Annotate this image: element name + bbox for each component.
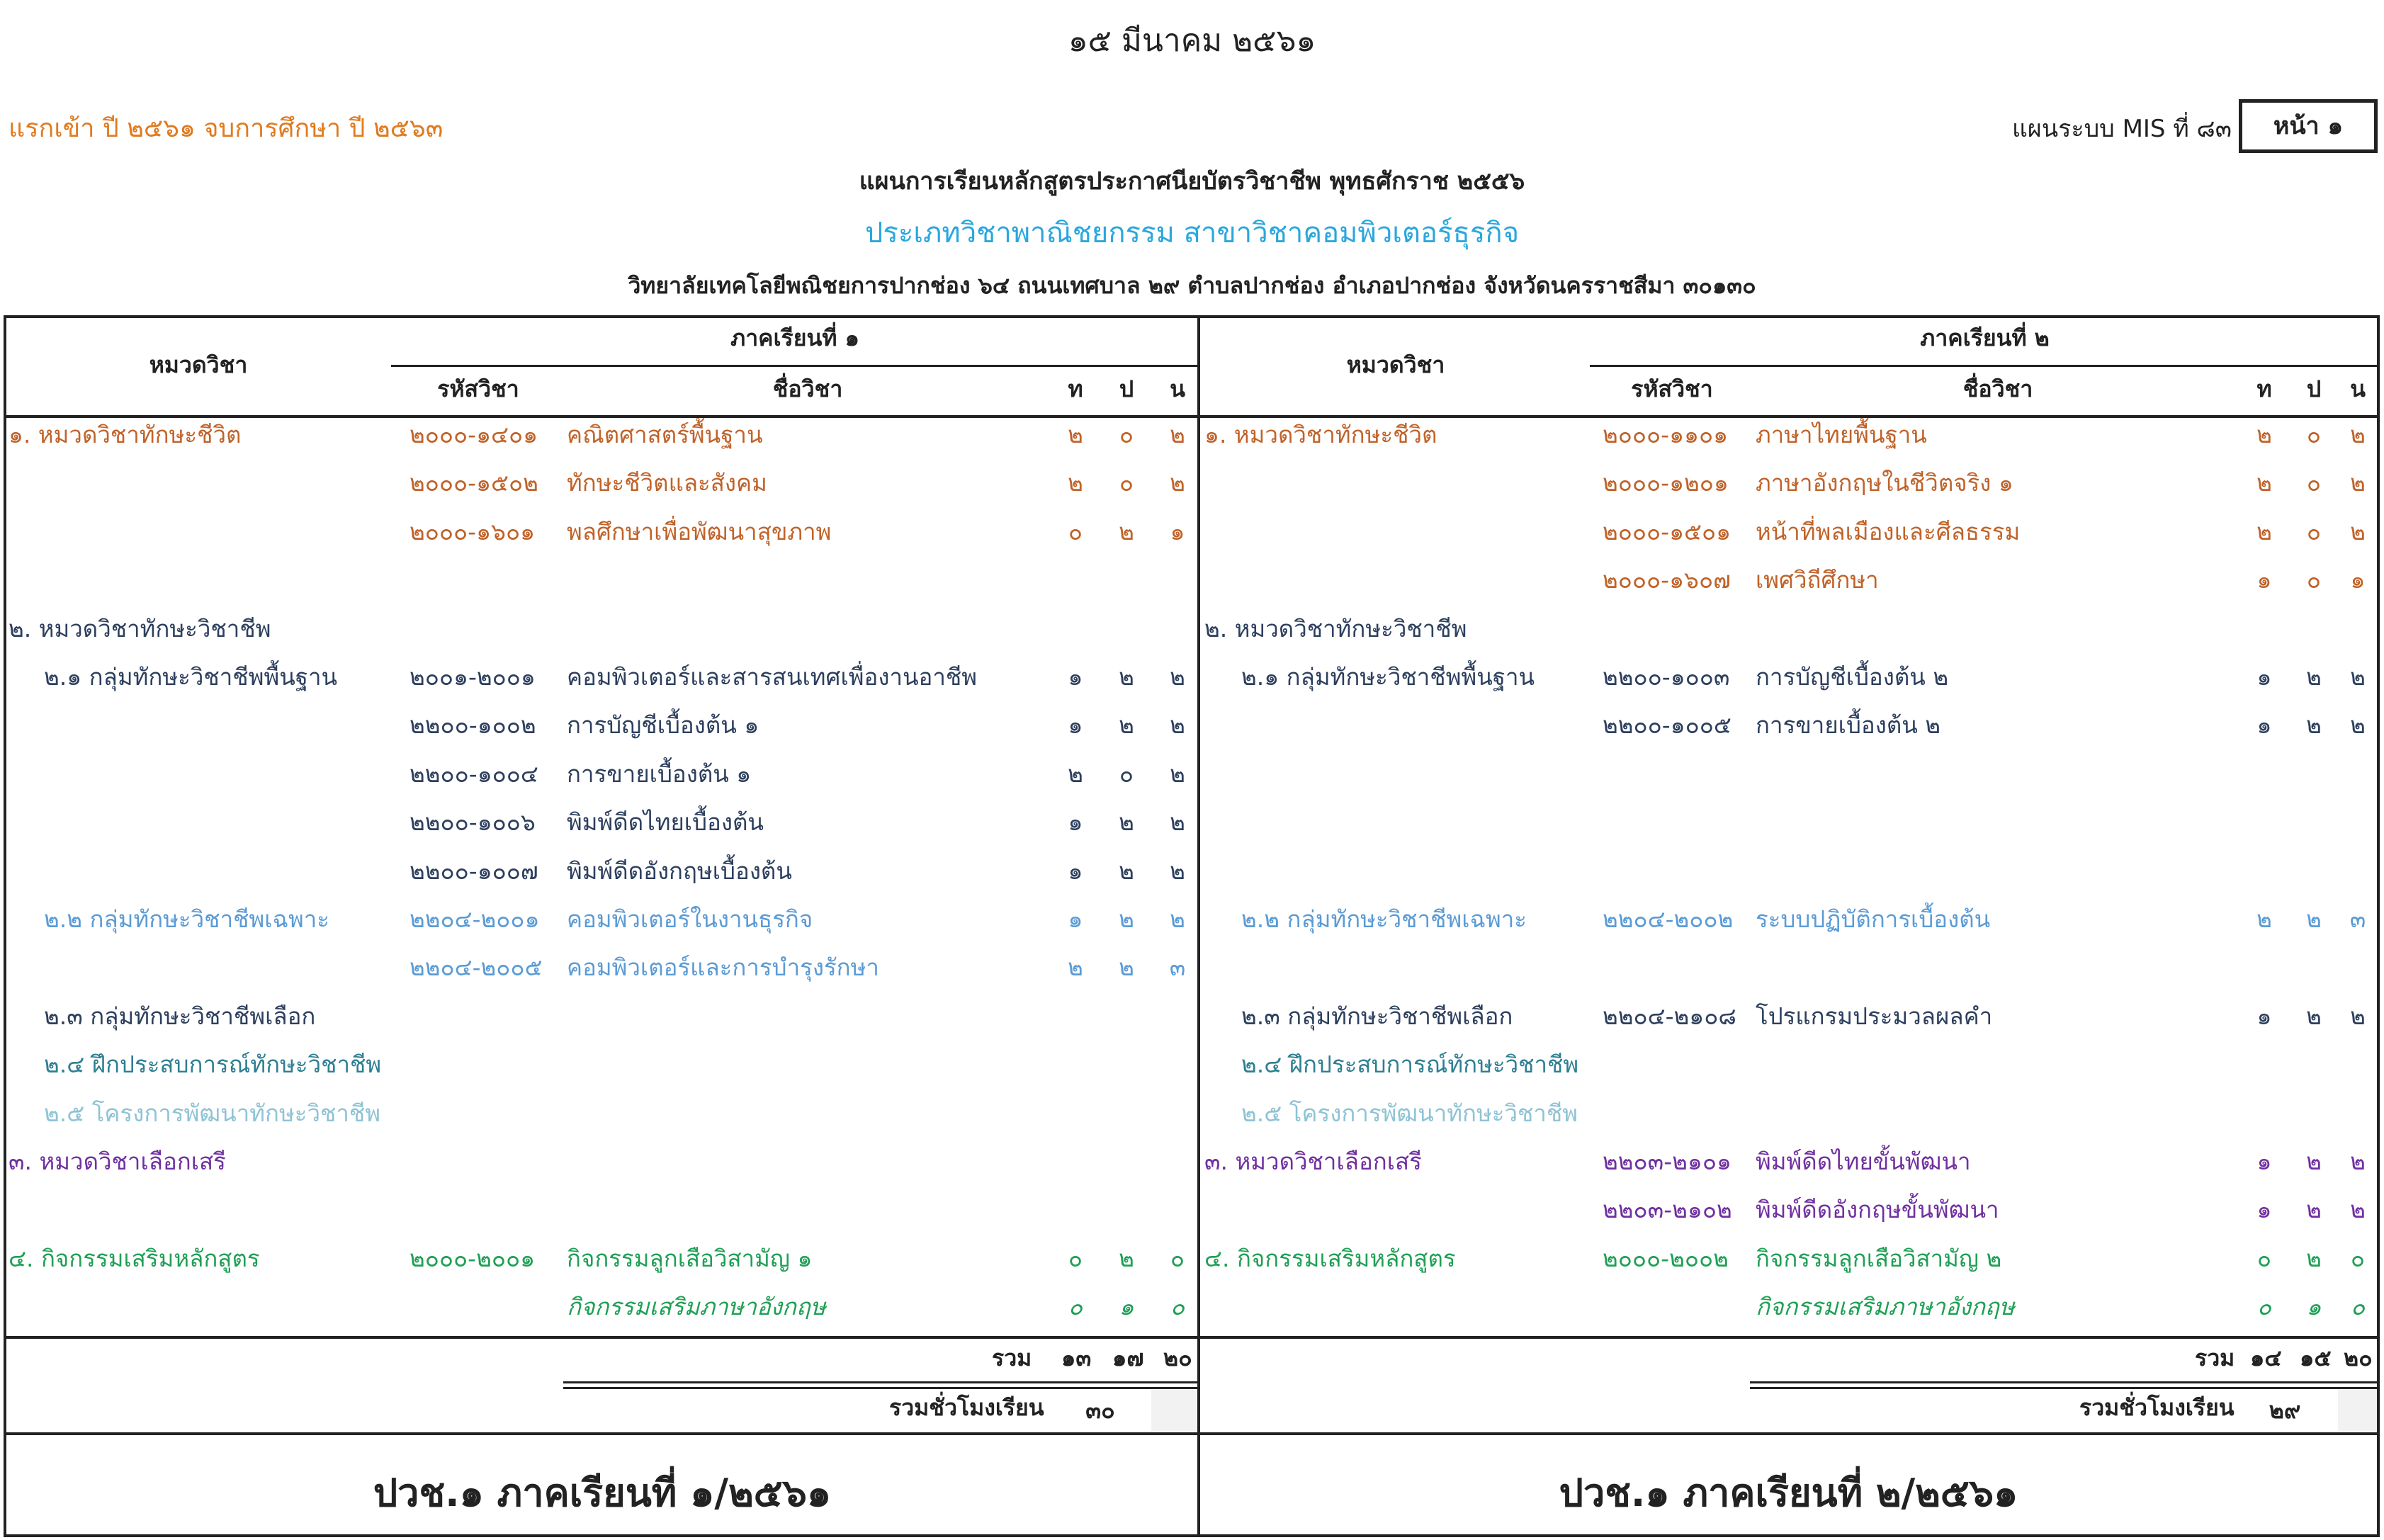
left-course-name: ทักษะชีวิตและสังคม [567,469,767,497]
left-course-credits: ๒ [1170,808,1185,837]
right-total-p: ๑๕ [2300,1344,2332,1371]
right-course-code: ๒๒๐๐-๑๐๐๓ [1603,663,1730,691]
left-course-credits: ๒ [1170,663,1185,691]
left-course-credits: ๑ [1170,517,1185,545]
right-course-name: ระบบปฏิบัติการเบื้องต้น [1756,905,1991,933]
right-category-label: ๑. หมวดวิชาทักษะชีวิต [1204,421,1437,448]
right-header-subrule [1590,365,2380,367]
left-course-practice-hours: ๑ [1119,1293,1134,1321]
left-total-p: ๑๗ [1112,1344,1144,1371]
plan-title: แผนการเรียนหลักสูตรประกาศนียบัตรวิชาชีพ พุทธศักราช ๒๕๕๖ [859,167,1525,196]
right-course-code: ๒๐๐๐-๒๐๐๒ [1603,1244,1729,1272]
right-course-credits: ๓ [2349,905,2366,933]
right-category-label: ๒.๕ โครงการพัฒนาทักษะวิชาชีพ [1241,1099,1578,1127]
left-course-code: ๒๒๐๐-๑๐๐๒ [409,711,536,740]
right-course-name: ภาษาไทยพื้นฐาน [1756,421,1927,448]
right-semester-header: ภาคเรียนที่ ๒ [1920,324,2050,351]
right-category-label: ๒.๒ กลุ่มทักษะวิชาชีพเฉพาะ [1241,905,1527,933]
left-course-code: ๒๐๐๑-๒๐๐๑ [409,663,536,691]
left-course-code: ๒๒๐๐-๑๐๐๗ [409,856,538,885]
left-category-label: ๑. หมวดวิชาทักษะชีวิต [9,421,242,448]
right-category-label: ๒.๑ กลุ่มทักษะวิชาชีพพื้นฐาน [1241,663,1535,691]
left-course-credits: ๐ [1170,1244,1185,1272]
left-course-theory-hours: ๑ [1068,808,1083,837]
right-hours-double-rule-2 [1750,1387,2380,1389]
right-course-credits: ๒ [2350,421,2366,448]
left-course-name: คอมพิวเตอร์และสารสนเทศเพื่องานอาชีพ [567,663,978,691]
left-name-header: ชื่อวิชา [772,375,843,402]
left-course-name: การบัญชีเบื้องต้น ๑ [567,711,759,740]
right-category-label: ๔. กิจกรรมเสริมหลักสูตร [1204,1244,1456,1272]
left-course-code: ๒๐๐๐-๑๕๐๒ [409,469,538,497]
right-course-name: ภาษาอังกฤษในชีวิตจริง ๑ [1756,469,2013,497]
right-category-label: ๒.๓ กลุ่มทักษะวิชาชีพเลือก [1241,1002,1513,1030]
left-course-name: พิมพ์ดีดอังกฤษเบื้องต้น [567,856,792,885]
left-course-practice-hours: ๐ [1119,469,1134,497]
left-course-practice-hours: ๒ [1119,905,1134,933]
header-bottom-rule [4,415,2380,418]
left-category-label: ๒.๒ กลุ่มทักษะวิชาชีพเฉพาะ [44,905,330,933]
left-t-header: ท [1068,375,1083,402]
right-course-code: ๒๒๐๐-๑๐๐๕ [1603,711,1731,740]
right-course-theory-hours: ๑ [2256,711,2272,740]
right-code-header: รหัสวิชา [1631,375,1713,402]
right-course-theory-hours: ๑ [2256,566,2272,594]
left-course-credits: ๓ [1169,953,1186,982]
right-course-theory-hours: ๐ [2256,1244,2272,1272]
semester-divider [1197,315,1200,1537]
left-course-name: กิจกรรมเสริมภาษาอังกฤษ [567,1293,826,1321]
left-course-credits: ๒ [1170,905,1185,933]
college-address: วิทยาลัยเทคโลยีพณิชยการปากช่อง ๖๔ ถนนเทศบาล ๒๙ ตำบลปากช่อง อำเภอปากช่อง จังหวัดนครราชสีมา ๓๐๑๓๐ [628,272,1756,299]
left-category-label: ๒.๑ กลุ่มทักษะวิชาชีพพื้นฐาน [44,663,338,691]
left-course-practice-hours: ๒ [1119,808,1134,837]
right-course-practice-hours: ๐ [2306,566,2322,594]
right-course-theory-hours: ๒ [2256,905,2272,933]
left-course-practice-hours: ๐ [1119,759,1134,788]
left-course-credits: ๒ [1170,469,1185,497]
right-course-credits: ๒ [2350,663,2366,691]
right-category-header: หมวดวิชา [1346,351,1445,378]
left-category-label: ๒.๓ กลุ่มทักษะวิชาชีพเลือก [44,1002,316,1030]
right-hours-label: รวมชั่วโมงเรียน [2079,1394,2235,1421]
left-header-subrule [391,365,1199,367]
totals-top-rule [4,1336,2380,1339]
left-course-practice-hours: ๒ [1119,711,1134,740]
left-course-code: ๒๐๐๐-๒๐๐๑ [409,1244,536,1272]
left-code-header: รหัสวิชา [437,375,519,402]
right-course-credits: ๑ [2350,566,2366,594]
footer-top-rule [4,1432,2380,1435]
right-p-header: ป [2306,375,2322,402]
left-category-label: ๒. หมวดวิชาทักษะวิชาชีพ [9,614,271,642]
right-course-credits: ๐ [2350,1244,2366,1272]
right-total-t: ๑๔ [2250,1344,2282,1371]
right-course-practice-hours: ๒ [2306,905,2322,933]
left-semester-header: ภาคเรียนที่ ๑ [730,324,859,351]
left-course-practice-hours: ๒ [1119,856,1134,885]
right-course-practice-hours: ๐ [2306,421,2322,448]
left-course-theory-hours: ๐ [1068,517,1083,545]
right-course-theory-hours: ๒ [2256,421,2272,448]
left-course-credits: ๒ [1170,711,1185,740]
right-semester-footer: ปวช.๑ ภาคเรียนที่ ๒/๒๕๖๑ [1559,1471,2018,1515]
left-course-theory-hours: ๐ [1068,1293,1083,1321]
left-course-credits: ๒ [1170,759,1185,788]
left-course-practice-hours: ๒ [1119,517,1134,545]
program-subtitle: ประเภทวิชาพาณิชยกรรม สาขาวิชาคอมพิวเตอร์ธุรกิจ [864,217,1520,249]
left-course-practice-hours: ๒ [1119,1244,1134,1272]
right-course-practice-hours: ๒ [2306,1148,2322,1175]
left-course-name: พลศึกษาเพื่อพัฒนาสุขภาพ [567,517,832,545]
right-course-practice-hours: ๒ [2306,711,2322,740]
right-hours-shade [2338,1390,2377,1431]
right-course-theory-hours: ๒ [2256,469,2272,497]
mis-plan-number: แผนระบบ MIS ที่ ๘๓ [2012,115,2232,143]
right-course-code: ๒๒๐๓-๒๑๐๑ [1603,1148,1731,1175]
left-course-theory-hours: ๑ [1068,905,1083,933]
left-hours-label: รวมชั่วโมงเรียน [889,1394,1044,1421]
left-total-label: รวม [992,1344,1032,1371]
right-course-name: หน้าที่พลเมืองและศีลธรรม [1756,517,2021,545]
left-hours-double-rule-2 [563,1387,1199,1389]
right-course-theory-hours: ๑ [2256,1196,2272,1224]
right-course-name: พิมพ์ดีดไทยขั้นพัฒนา [1756,1148,1971,1175]
right-course-credits: ๒ [2350,1196,2366,1224]
right-course-name: เพศวิถีศึกษา [1756,566,1879,594]
left-course-name: การขายเบื้องต้น ๑ [567,759,752,788]
left-course-theory-hours: ๒ [1068,953,1083,982]
left-course-credits: ๒ [1170,421,1185,448]
right-category-label: ๒.๔ ฝึกประสบการณ์ทักษะวิชาชีพ [1241,1051,1579,1079]
right-course-practice-hours: ๐ [2306,517,2322,545]
right-course-code: ๒๒๐๔-๒๑๐๘ [1603,1002,1736,1030]
right-course-theory-hours: ๑ [2256,663,2272,691]
document-date: ๑๕ มีนาคม ๒๕๖๑ [1068,23,1316,59]
right-total-n: ๒๐ [2344,1344,2373,1371]
left-category-header: หมวดวิชา [149,351,248,378]
right-category-label: ๒. หมวดวิชาทักษะวิชาชีพ [1204,614,1467,642]
right-course-theory-hours: ๑ [2256,1002,2272,1030]
left-course-name: คอมพิวเตอร์และการบำรุงรักษา [567,953,879,982]
left-course-theory-hours: ๑ [1068,856,1083,885]
left-hours-double-rule [563,1381,1199,1383]
left-semester-footer: ปวช.๑ ภาคเรียนที่ ๑/๒๕๖๑ [373,1471,832,1515]
left-category-label: ๓. หมวดวิชาเลือกเสรี [9,1148,226,1175]
left-course-theory-hours: ๑ [1068,711,1083,740]
right-course-practice-hours: ๒ [2306,663,2322,691]
left-course-name: คอมพิวเตอร์ในงานธุรกิจ [567,905,813,933]
left-course-code: ๒๐๐๐-๑๔๐๑ [409,421,538,448]
right-t-header: ท [2256,375,2272,402]
right-course-code: ๒๒๐๓-๒๑๐๒ [1603,1196,1732,1224]
left-course-name: กิจกรรมลูกเสือวิสามัญ ๑ [567,1244,813,1272]
left-category-label: ๒.๔ ฝึกประสบการณ์ทักษะวิชาชีพ [44,1051,382,1079]
right-course-credits: ๒ [2350,469,2366,497]
right-course-theory-hours: ๑ [2256,1148,2272,1175]
right-course-credits: ๒ [2350,1148,2366,1175]
left-course-credits: ๒ [1170,856,1185,885]
right-course-code: ๒๐๐๐-๑๕๐๑ [1603,517,1731,545]
right-course-name: กิจกรรมลูกเสือวิสามัญ ๒ [1756,1244,2002,1272]
left-total-t: ๑๓ [1061,1344,1092,1371]
right-course-practice-hours: ๐ [2306,469,2322,497]
right-category-label: ๓. หมวดวิชาเลือกเสรี [1204,1148,1422,1175]
left-total-n: ๒๐ [1163,1344,1192,1371]
right-hours-double-rule [1750,1381,2380,1383]
right-course-name: การขายเบื้องต้น ๒ [1756,711,1941,740]
right-course-practice-hours: ๒ [2306,1196,2322,1224]
right-course-code: ๒๐๐๐-๑๒๐๑ [1603,469,1729,497]
right-course-theory-hours: ๐ [2256,1293,2272,1321]
left-category-label: ๔. กิจกรรมเสริมหลักสูตร [9,1244,260,1272]
right-course-name: การบัญชีเบื้องต้น ๒ [1756,663,1949,691]
left-hours-shade [1151,1390,1197,1431]
left-course-theory-hours: ๒ [1068,421,1083,448]
right-course-name: โปรแกรมประมวลผลคำ [1756,1002,1993,1030]
left-category-label: ๒.๕ โครงการพัฒนาทักษะวิชาชีพ [44,1099,381,1127]
left-course-theory-hours: ๐ [1068,1244,1083,1272]
right-course-credits: ๐ [2350,1293,2366,1321]
right-course-theory-hours: ๒ [2256,517,2272,545]
left-course-code: ๒๒๐๐-๑๐๐๔ [409,759,538,788]
right-n-header: น [2350,375,2366,402]
left-course-theory-hours: ๒ [1068,759,1083,788]
left-hours-value: ๓๐ [1085,1397,1115,1424]
left-course-practice-hours: ๐ [1119,421,1134,448]
right-course-practice-hours: ๑ [2306,1293,2322,1321]
left-course-theory-hours: ๑ [1068,663,1083,691]
right-course-name: กิจกรรมเสริมภาษาอังกฤษ [1756,1293,2015,1321]
right-course-practice-hours: ๒ [2306,1244,2322,1272]
right-total-label: รวม [2195,1344,2235,1371]
right-hours-value: ๒๙ [2269,1397,2301,1424]
left-course-theory-hours: ๒ [1068,469,1083,497]
left-n-header: น [1170,375,1185,402]
left-course-code: ๒๒๐๐-๑๐๐๖ [409,808,536,837]
left-course-code: ๒๒๐๔-๒๐๐๕ [409,953,543,982]
left-course-practice-hours: ๒ [1119,663,1134,691]
right-course-credits: ๒ [2350,1002,2366,1030]
right-name-header: ชื่อวิชา [1962,375,2033,402]
left-course-code: ๒๐๐๐-๑๖๐๑ [409,517,536,545]
intake-year-note: แรกเข้า ปี ๒๕๖๑ จบการศึกษา ปี ๒๕๖๓ [9,114,444,143]
right-course-code: ๒๒๐๔-๒๐๐๒ [1603,905,1734,933]
left-course-code: ๒๒๐๔-๒๐๐๑ [409,905,540,933]
left-course-practice-hours: ๒ [1119,953,1134,982]
left-p-header: ป [1119,375,1134,402]
right-course-code: ๒๐๐๐-๑๑๐๑ [1603,421,1729,448]
right-course-name: พิมพ์ดีดอังกฤษขั้นพัฒนา [1756,1196,1999,1224]
page-number-box: หน้า ๑ [2239,99,2378,153]
right-course-code: ๒๐๐๐-๑๖๐๗ [1603,566,1731,594]
right-course-credits: ๒ [2350,517,2366,545]
left-course-credits: ๐ [1170,1293,1185,1321]
right-course-practice-hours: ๒ [2306,1002,2322,1030]
left-course-name: พิมพ์ดีดไทยเบื้องต้น [567,808,764,837]
left-course-name: คณิตศาสตร์พื้นฐาน [567,421,763,448]
right-course-credits: ๒ [2350,711,2366,740]
